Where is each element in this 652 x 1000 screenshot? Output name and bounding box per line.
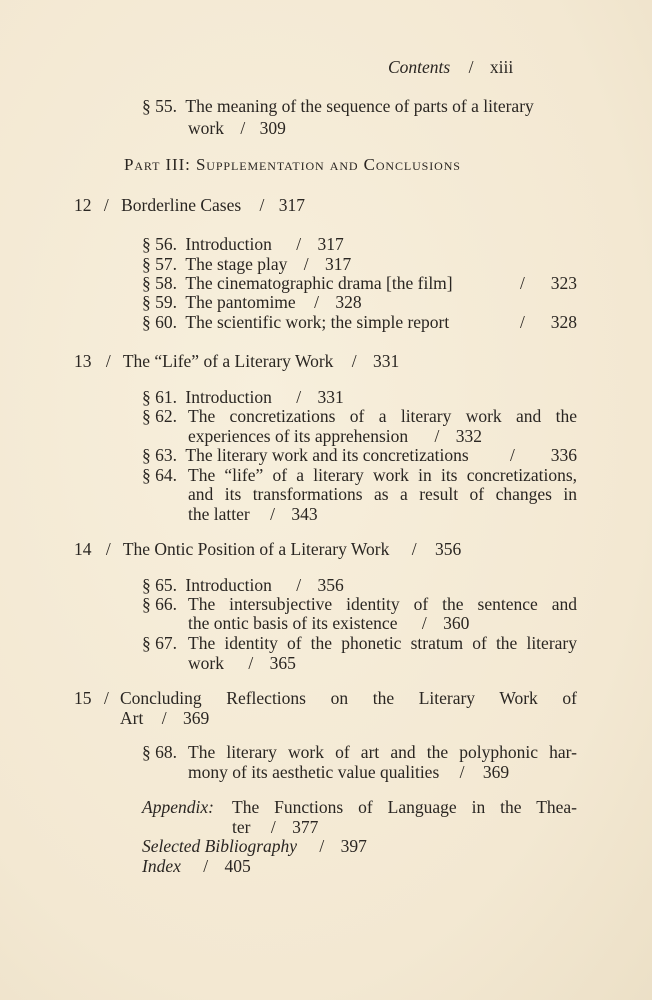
section-page: 328 (550, 312, 577, 332)
toc-section-68[interactable] (142, 742, 577, 763)
toc-section-62-cont[interactable] (188, 426, 482, 447)
page-separator: / (296, 234, 302, 254)
section-title-line1: The intersubjective identity of the sentence and (188, 594, 577, 614)
toc-chapter-13[interactable] (74, 351, 399, 372)
toc-section-55[interactable] (142, 96, 534, 117)
section-title-line2: experiences of its apprehension (188, 426, 409, 446)
chapter-separator: / (161, 708, 167, 728)
section-page: 332 (455, 426, 483, 446)
chapter-number: 15 (74, 688, 92, 708)
toc-bibliography[interactable] (142, 836, 367, 857)
appendix-label: Appendix: (142, 797, 214, 817)
section-title-line2: and its transformations as a result of changes in (188, 484, 577, 504)
toc-section-64-cont[interactable] (188, 484, 577, 505)
index-page: 405 (224, 856, 251, 876)
chapter-number: 12 (74, 195, 92, 215)
toc-section-58[interactable] (142, 273, 577, 294)
section-page: 328 (335, 292, 362, 312)
page-separator: / (296, 387, 302, 407)
section-page: 343 (291, 504, 318, 524)
page-separator: / (203, 856, 209, 876)
running-title: Contents (388, 57, 451, 77)
section-number: § 66. (142, 594, 177, 614)
page-separator: / (296, 575, 302, 595)
section-number: § 58. (142, 273, 177, 293)
section-title: The cinematographic drama [the film] (185, 273, 453, 293)
section-number: § 62. (142, 406, 177, 426)
page-separator: / (303, 254, 309, 274)
section-number: § 56. (142, 234, 177, 254)
chapter-separator: / (259, 195, 265, 215)
section-title-line1: The identity of the phonetic stratum of the literary (188, 633, 577, 653)
appendix-title-line1: The Functions of Language in the Thea- (232, 797, 577, 817)
toc-section-55-cont[interactable] (188, 118, 286, 139)
toc-section-67-cont[interactable] (188, 653, 296, 674)
section-number: § 65. (142, 575, 177, 595)
chapter-title: The Ontic Position of a Literary Work (122, 539, 390, 559)
section-title-line1: The literary work of art and the polyphonic har- (188, 742, 577, 762)
section-number: § 61. (142, 387, 177, 407)
page-separator: / (520, 273, 525, 293)
toc-chapter-15-cont[interactable] (120, 708, 209, 729)
chapter-page: 356 (434, 539, 462, 559)
chapter-page: 369 (182, 708, 210, 728)
toc-appendix[interactable] (142, 797, 577, 818)
section-page: 369 (482, 762, 510, 782)
part-heading: Part III: Supplementation and Conclusions (124, 155, 461, 174)
chapter-title: Borderline Cases (121, 195, 242, 215)
chapter-separator: / (105, 351, 111, 371)
toc-section-66[interactable] (142, 594, 577, 615)
section-page: 323 (550, 273, 577, 293)
section-number: § 64. (142, 465, 177, 485)
page-separator: / (270, 817, 276, 837)
page-separator: / (248, 653, 254, 673)
chapter-number: 14 (74, 539, 92, 559)
section-title: The literary work and its concretizations (185, 445, 469, 465)
toc-chapter-12[interactable] (74, 195, 305, 216)
chapter-page: 331 (373, 351, 400, 371)
section-title-line1: The meaning of the sequence of parts of a literary (185, 96, 534, 116)
page-number: xiii (489, 57, 514, 77)
toc-section-64-end[interactable] (188, 504, 318, 525)
page-separator: / (520, 312, 525, 332)
section-title-line1: The concretizations of a literary work and the (188, 406, 577, 426)
header-separator: / (468, 57, 474, 77)
chapter-separator: / (105, 539, 111, 559)
page-separator: / (240, 118, 246, 138)
toc-section-68-cont[interactable] (188, 762, 509, 783)
section-page: 356 (317, 575, 344, 595)
page-separator: / (510, 445, 515, 465)
section-title: The pantomime (185, 292, 296, 312)
section-page: 331 (317, 387, 344, 407)
section-title: Introduction (185, 234, 272, 254)
page-separator: / (319, 836, 325, 856)
toc-section-66-cont[interactable] (188, 613, 469, 634)
chapter-page: 317 (278, 195, 306, 215)
toc-appendix-cont[interactable] (232, 817, 318, 838)
section-title-line2: the ontic basis of its existence (188, 613, 398, 633)
section-number: § 68. (142, 742, 177, 762)
toc-section-62[interactable] (142, 406, 577, 427)
appendix-title-line2: ter (232, 817, 251, 837)
section-number: § 63. (142, 445, 177, 465)
section-title-line2: work (188, 653, 224, 673)
section-title: The stage play (185, 254, 288, 274)
toc-section-59[interactable] (142, 292, 362, 313)
section-number: § 55. (142, 96, 177, 116)
chapter-number: 13 (74, 351, 92, 371)
index-title: Index (142, 856, 181, 876)
section-page: 317 (325, 254, 352, 274)
chapter-separator: / (411, 539, 417, 559)
section-number: § 59. (142, 292, 177, 312)
bibliography-title: Selected Bibliography (142, 836, 298, 856)
section-page: 365 (269, 653, 296, 673)
toc-section-65[interactable] (142, 575, 344, 596)
appendix-page: 377 (292, 817, 319, 837)
chapter-title-line2: Art (120, 708, 144, 728)
chapter-separator: / (104, 688, 109, 708)
page-separator: / (270, 504, 275, 524)
toc-chapter-15[interactable] (74, 688, 577, 709)
section-page: 360 (443, 613, 470, 633)
page-separator: / (314, 292, 319, 312)
toc-section-60[interactable] (142, 312, 577, 333)
toc-section-64[interactable] (142, 465, 577, 486)
section-page: 317 (317, 234, 344, 254)
toc-section-61[interactable] (142, 387, 344, 408)
section-title-line3: the latter (188, 504, 250, 524)
chapter-separator: / (103, 195, 109, 215)
section-page: 309 (259, 118, 286, 138)
toc-chapter-14[interactable] (74, 539, 461, 560)
toc-section-63[interactable] (142, 445, 577, 466)
section-number: § 60. (142, 312, 177, 332)
toc-section-57[interactable] (142, 254, 351, 275)
page-separator: / (434, 426, 440, 446)
section-title-line2: work (188, 118, 224, 138)
toc-section-56[interactable] (142, 234, 344, 255)
chapter-title-line1: Concluding Reflections on the Literary Work of (120, 688, 577, 708)
section-title: Introduction (185, 387, 272, 407)
running-header (388, 57, 513, 78)
page-separator: / (421, 613, 427, 633)
section-title: Introduction (185, 575, 272, 595)
chapter-title: The “Life” of a Literary Work (122, 351, 334, 371)
section-page: 336 (550, 445, 577, 465)
section-title-line2: mony of its aesthetic value qualities (188, 762, 440, 782)
section-title-line1: The “life” of a literary work in its concretizations, (188, 465, 577, 485)
section-title: The scientific work; the simple report (185, 312, 450, 332)
section-number: § 57. (142, 254, 177, 274)
section-number: § 67. (142, 633, 177, 653)
bibliography-page: 397 (340, 836, 367, 856)
chapter-separator: / (351, 351, 357, 371)
toc-index[interactable] (142, 856, 251, 877)
page-separator: / (459, 762, 465, 782)
toc-section-67[interactable] (142, 633, 577, 654)
